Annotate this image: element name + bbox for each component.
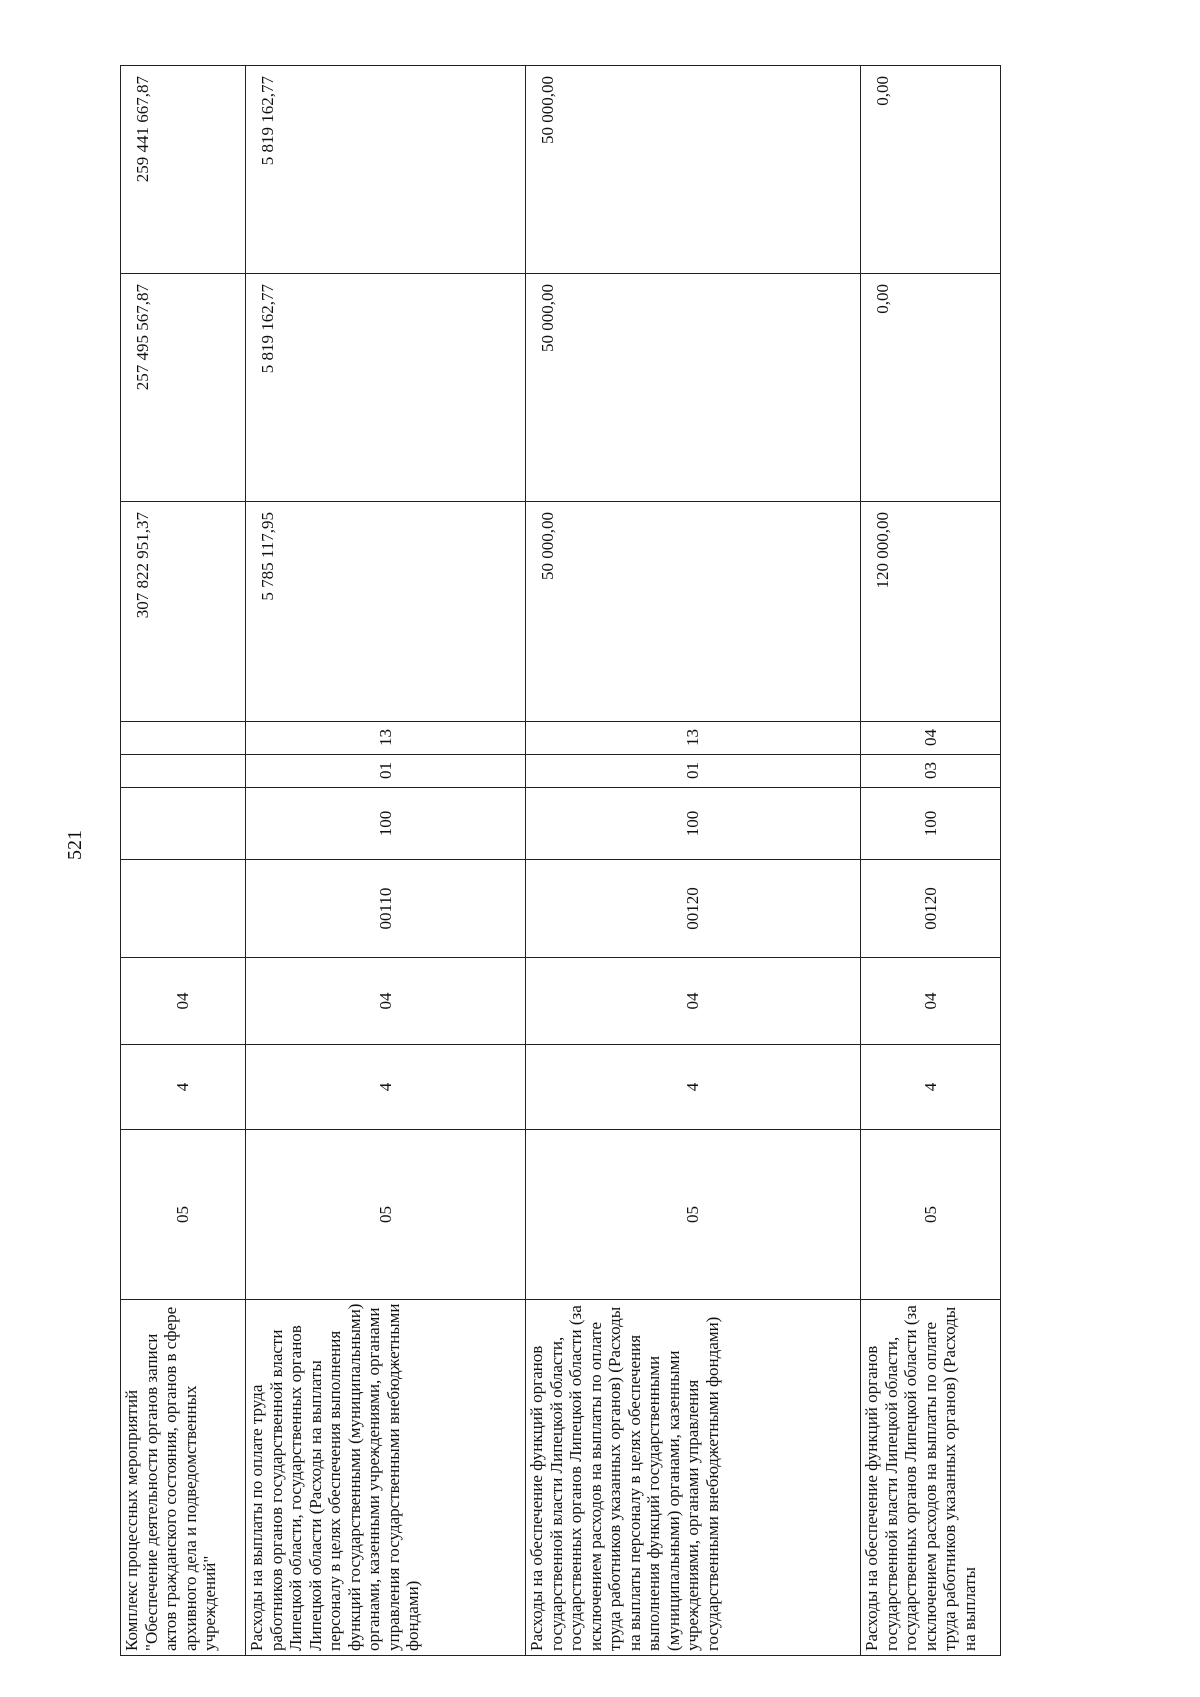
row-name-cell: Расходы на обеспечение функций органов государственной власти Липецкой области, государственных органов Липецкой области (за исключением расходов на выплаты по оплате труда работников указанных органов) (Расходы на выплаты xyxy=(861,1300,1001,1656)
table-row xyxy=(246,66,526,1656)
code-cell: 4 xyxy=(526,1045,861,1130)
code-cell: 04 xyxy=(861,722,1001,755)
table-row xyxy=(526,66,861,1656)
amount-cell: 5 819 162,77 xyxy=(246,274,526,502)
amount-cell: 259 441 667,87 xyxy=(121,66,246,274)
row-name-cell: Расходы на обеспечение функций органов государственной власти Липецкой области, государственных органов Липецкой области (за исключением расходов на выплаты по оплате труда работников указанных органов) (Расходы на выплаты персоналу в целях обеспечения выполнения функций государственными (муниципальными) органами, казенными учреждениями, органами управления государственными внебюджетными фондами) xyxy=(526,1300,861,1656)
row-name-cell xyxy=(121,1300,246,1656)
table-row xyxy=(121,66,246,1656)
amount-cell: 0,00 xyxy=(861,274,1001,502)
budget-table xyxy=(120,65,1001,1656)
amount-cell: 0,00 xyxy=(861,66,1001,274)
code-cell: 04 xyxy=(861,958,1001,1045)
code-cell: 100 xyxy=(246,788,526,860)
code-cell xyxy=(121,860,246,958)
code-cell: 05 xyxy=(526,1130,861,1300)
code-cell: 4 xyxy=(861,1045,1001,1130)
code-cell xyxy=(121,755,246,788)
code-cell: 04 xyxy=(246,958,526,1045)
code-cell: 04 xyxy=(526,958,861,1045)
amount-cell: 5 785 117,95 xyxy=(246,502,526,722)
row-name-cell: Расходы на выплаты по оплате труда работников органов государственной власти Липецкой области, государственных органов Липецкой области (Расходы на выплаты персоналу в целях обеспечения выполнения функций государственными (муниципальными) органами, казенными учреждениями, органами управления государственными внебюджетными фондами) xyxy=(246,1300,526,1656)
amount-cell: 50 000,00 xyxy=(526,66,861,274)
code-cell: 4 xyxy=(121,1045,246,1130)
code-cell: 04 xyxy=(121,958,246,1045)
code-cell xyxy=(121,788,246,860)
amount-cell: 307 822 951,37 xyxy=(121,502,246,722)
rotated-table-wrapper xyxy=(120,66,1000,1656)
code-cell: 00120 xyxy=(861,860,1001,958)
code-cell: 4 xyxy=(246,1045,526,1130)
code-cell: 03 xyxy=(861,755,1001,788)
code-cell: 13 xyxy=(246,722,526,755)
code-cell: 100 xyxy=(526,788,861,860)
code-cell: 05 xyxy=(121,1130,246,1300)
amount-cell: 257 495 567,87 xyxy=(121,274,246,502)
code-cell: 100 xyxy=(861,788,1001,860)
row-name-text: Комплекс процессных мероприятий "Обеспечение деятельности органов записи актов гражданского состояния, органов в сфере архивного дела и подведомственных учреждений" xyxy=(122,1306,219,1651)
amount-cell: 5 819 162,77 xyxy=(246,66,526,274)
code-cell: 01 xyxy=(526,755,861,788)
page-number: 521 xyxy=(64,830,86,860)
amount-cell: 120 000,00 xyxy=(861,502,1001,722)
table-row xyxy=(861,66,1001,1656)
amount-cell: 50 000,00 xyxy=(526,274,861,502)
code-cell: 00120 xyxy=(526,860,861,958)
amount-cell: 50 000,00 xyxy=(526,502,861,722)
code-cell: 13 xyxy=(526,722,861,755)
code-cell: 00110 xyxy=(246,860,526,958)
code-cell xyxy=(121,722,246,755)
code-cell: 05 xyxy=(861,1130,1001,1300)
code-cell: 01 xyxy=(246,755,526,788)
code-cell: 05 xyxy=(246,1130,526,1300)
